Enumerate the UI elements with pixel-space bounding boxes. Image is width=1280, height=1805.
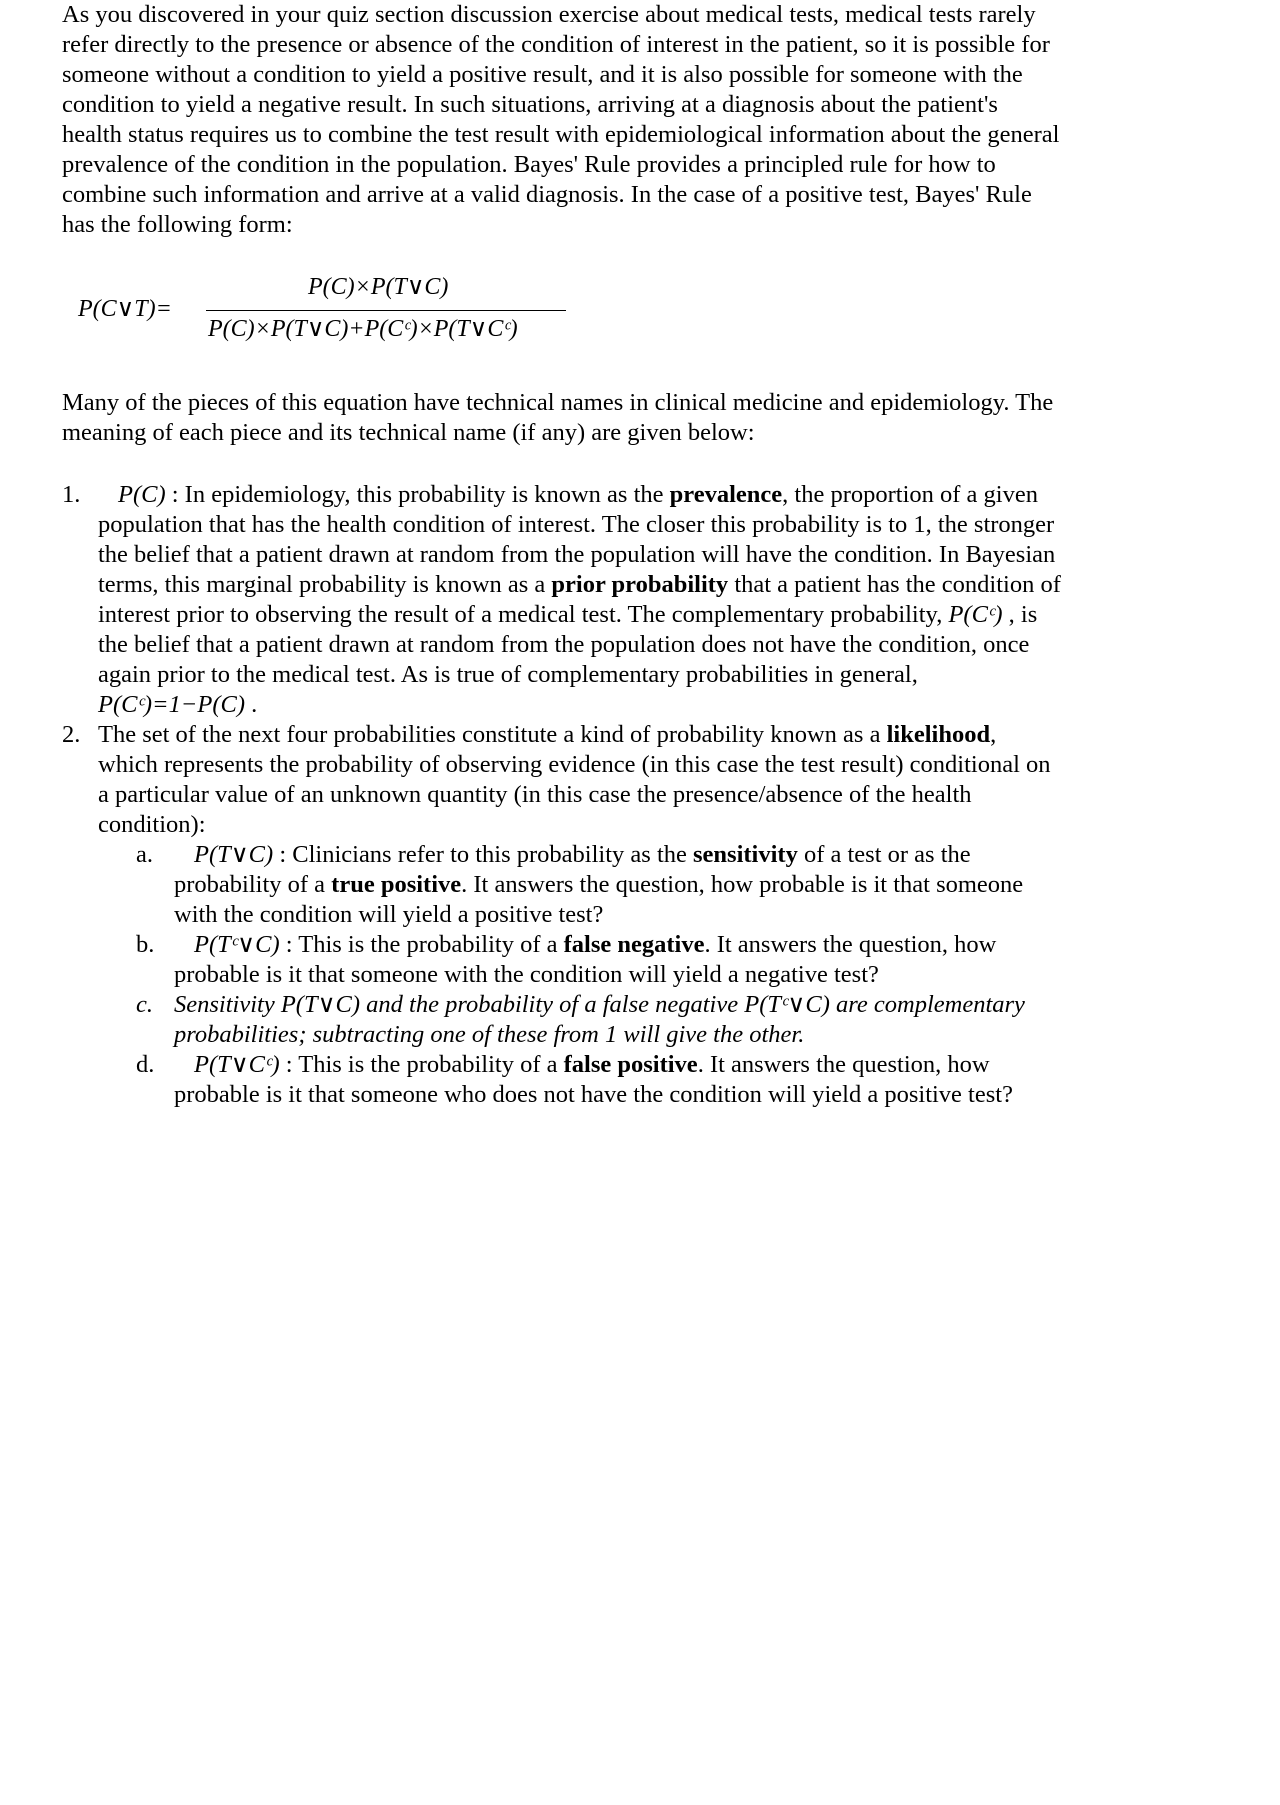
math-symbol: P(Tᶜ∨C) [744,991,830,1018]
term-sensitivity: sensitivity [693,841,798,868]
math-symbol: P(T∨Cᶜ) [194,1051,280,1078]
math-symbol: P(Cᶜ) [948,601,1003,628]
list-item-prevalence: 1. P(C) : In epidemiology, this probability is known as the prevalence, the proportion of a given population that has the health condition of interest. The closer this probability is to 1, the stronger the belief that a patient drawn at random from the population will have the condition. In Bayesian terms, this marginal probability is known as a prior probability that a patient has the condition of interest prior to observing the result of a medical test. The complementary probability, P(Cᶜ) , is the belief that a patient drawn at random from the population does not have the condition, once again prior to the medical test. As is true of complementary probabilities in general, P(Cᶜ)=1−P(C) . [62,481,1061,718]
list-letter: b. [136,931,155,958]
bayes-formula [78,272,638,352]
math-symbol: P(Cᶜ)=1−P(C) [98,691,245,718]
formula-lhs: P(C∨T)= [78,296,172,322]
math-symbol: P(T∨C) [280,991,361,1018]
intro-paragraph: As you discovered in your quiz section discussion exercise about medical tests, medical tests rarely refer directly to the presence or absence of the condition of interest in the patient, so it is possible for someone without a condition to yield a positive result, and it is also possible for someone with the condition to yield a negative result. In such situations, arriving at a diagnosis about the patient's health status requires us to combine the test result with epidemiological information about the general prevalence of the condition in the population. Bayes' Rule provides a principled rule for how to combine such information and arrive at a valid diagnosis. In the case of a positive test, Bayes' Rule has the following form: [62,1,1060,238]
list-letter: a. [136,841,153,868]
term-true-positive: true positive [331,871,462,898]
sublist-item-complementary: c. Sensitivity P(T∨C) and the probability of a false negative P(Tᶜ∨C) are complementary probabilities; subtracting one of these from 1 will give the other. [136,991,1025,1048]
term-prior-probability: prior probability [551,571,729,598]
list-letter: c. [136,991,153,1018]
math-symbol: P(Tᶜ∨C) [194,931,280,958]
list-item-likelihood: 2. The set of the next four probabilities constitute a kind of probability known as a likelihood, which represents the probability of observing evidence (in this case the test result) conditional on a particular value of an unknown quantity (in this case the presence/absence of the health condition): [62,721,1051,838]
formula-denominator: P(C)×P(T∨C)+P(Cᶜ)×P(T∨Cᶜ) [208,316,518,342]
term-likelihood: likelihood [886,721,991,748]
term-prevalence: prevalence [669,481,783,508]
sublist-item-false-positive: d. P(T∨Cᶜ) : This is the probability of a false positive. It answers the question, how probable is it that someone who does not have the condition will yield a positive test? [136,1051,1013,1108]
sublist-item-sensitivity: a. P(T∨C) : Clinicians refer to this probability as the sensitivity of a test or as the probability of a true positive. It answers the question, how probable is it that someone with the condition will yield a positive test? [136,841,1024,928]
math-symbol: P(C) [118,481,166,508]
sublist-item-false-negative: b. P(Tᶜ∨C) : This is the probability of a false negative. It answers the question, how probable is it that someone with the condition will yield a negative test? [136,931,997,988]
definitions-list [62,480,1062,1110]
list-letter: d. [136,1051,155,1078]
formula-numerator: P(C)×P(T∨C) [308,274,449,300]
term-false-negative: false negative [563,931,705,958]
list-number: 1. [62,481,81,508]
list-number: 2. [62,721,81,748]
pieces-intro-paragraph: Many of the pieces of this equation have technical names in clinical medicine and epidemiology. The meaning of each piece and its technical name (if any) are given below: [62,389,1054,446]
math-symbol: P(T∨C) [194,841,274,868]
fraction-bar [206,310,566,311]
term-false-positive: false positive [563,1051,698,1078]
